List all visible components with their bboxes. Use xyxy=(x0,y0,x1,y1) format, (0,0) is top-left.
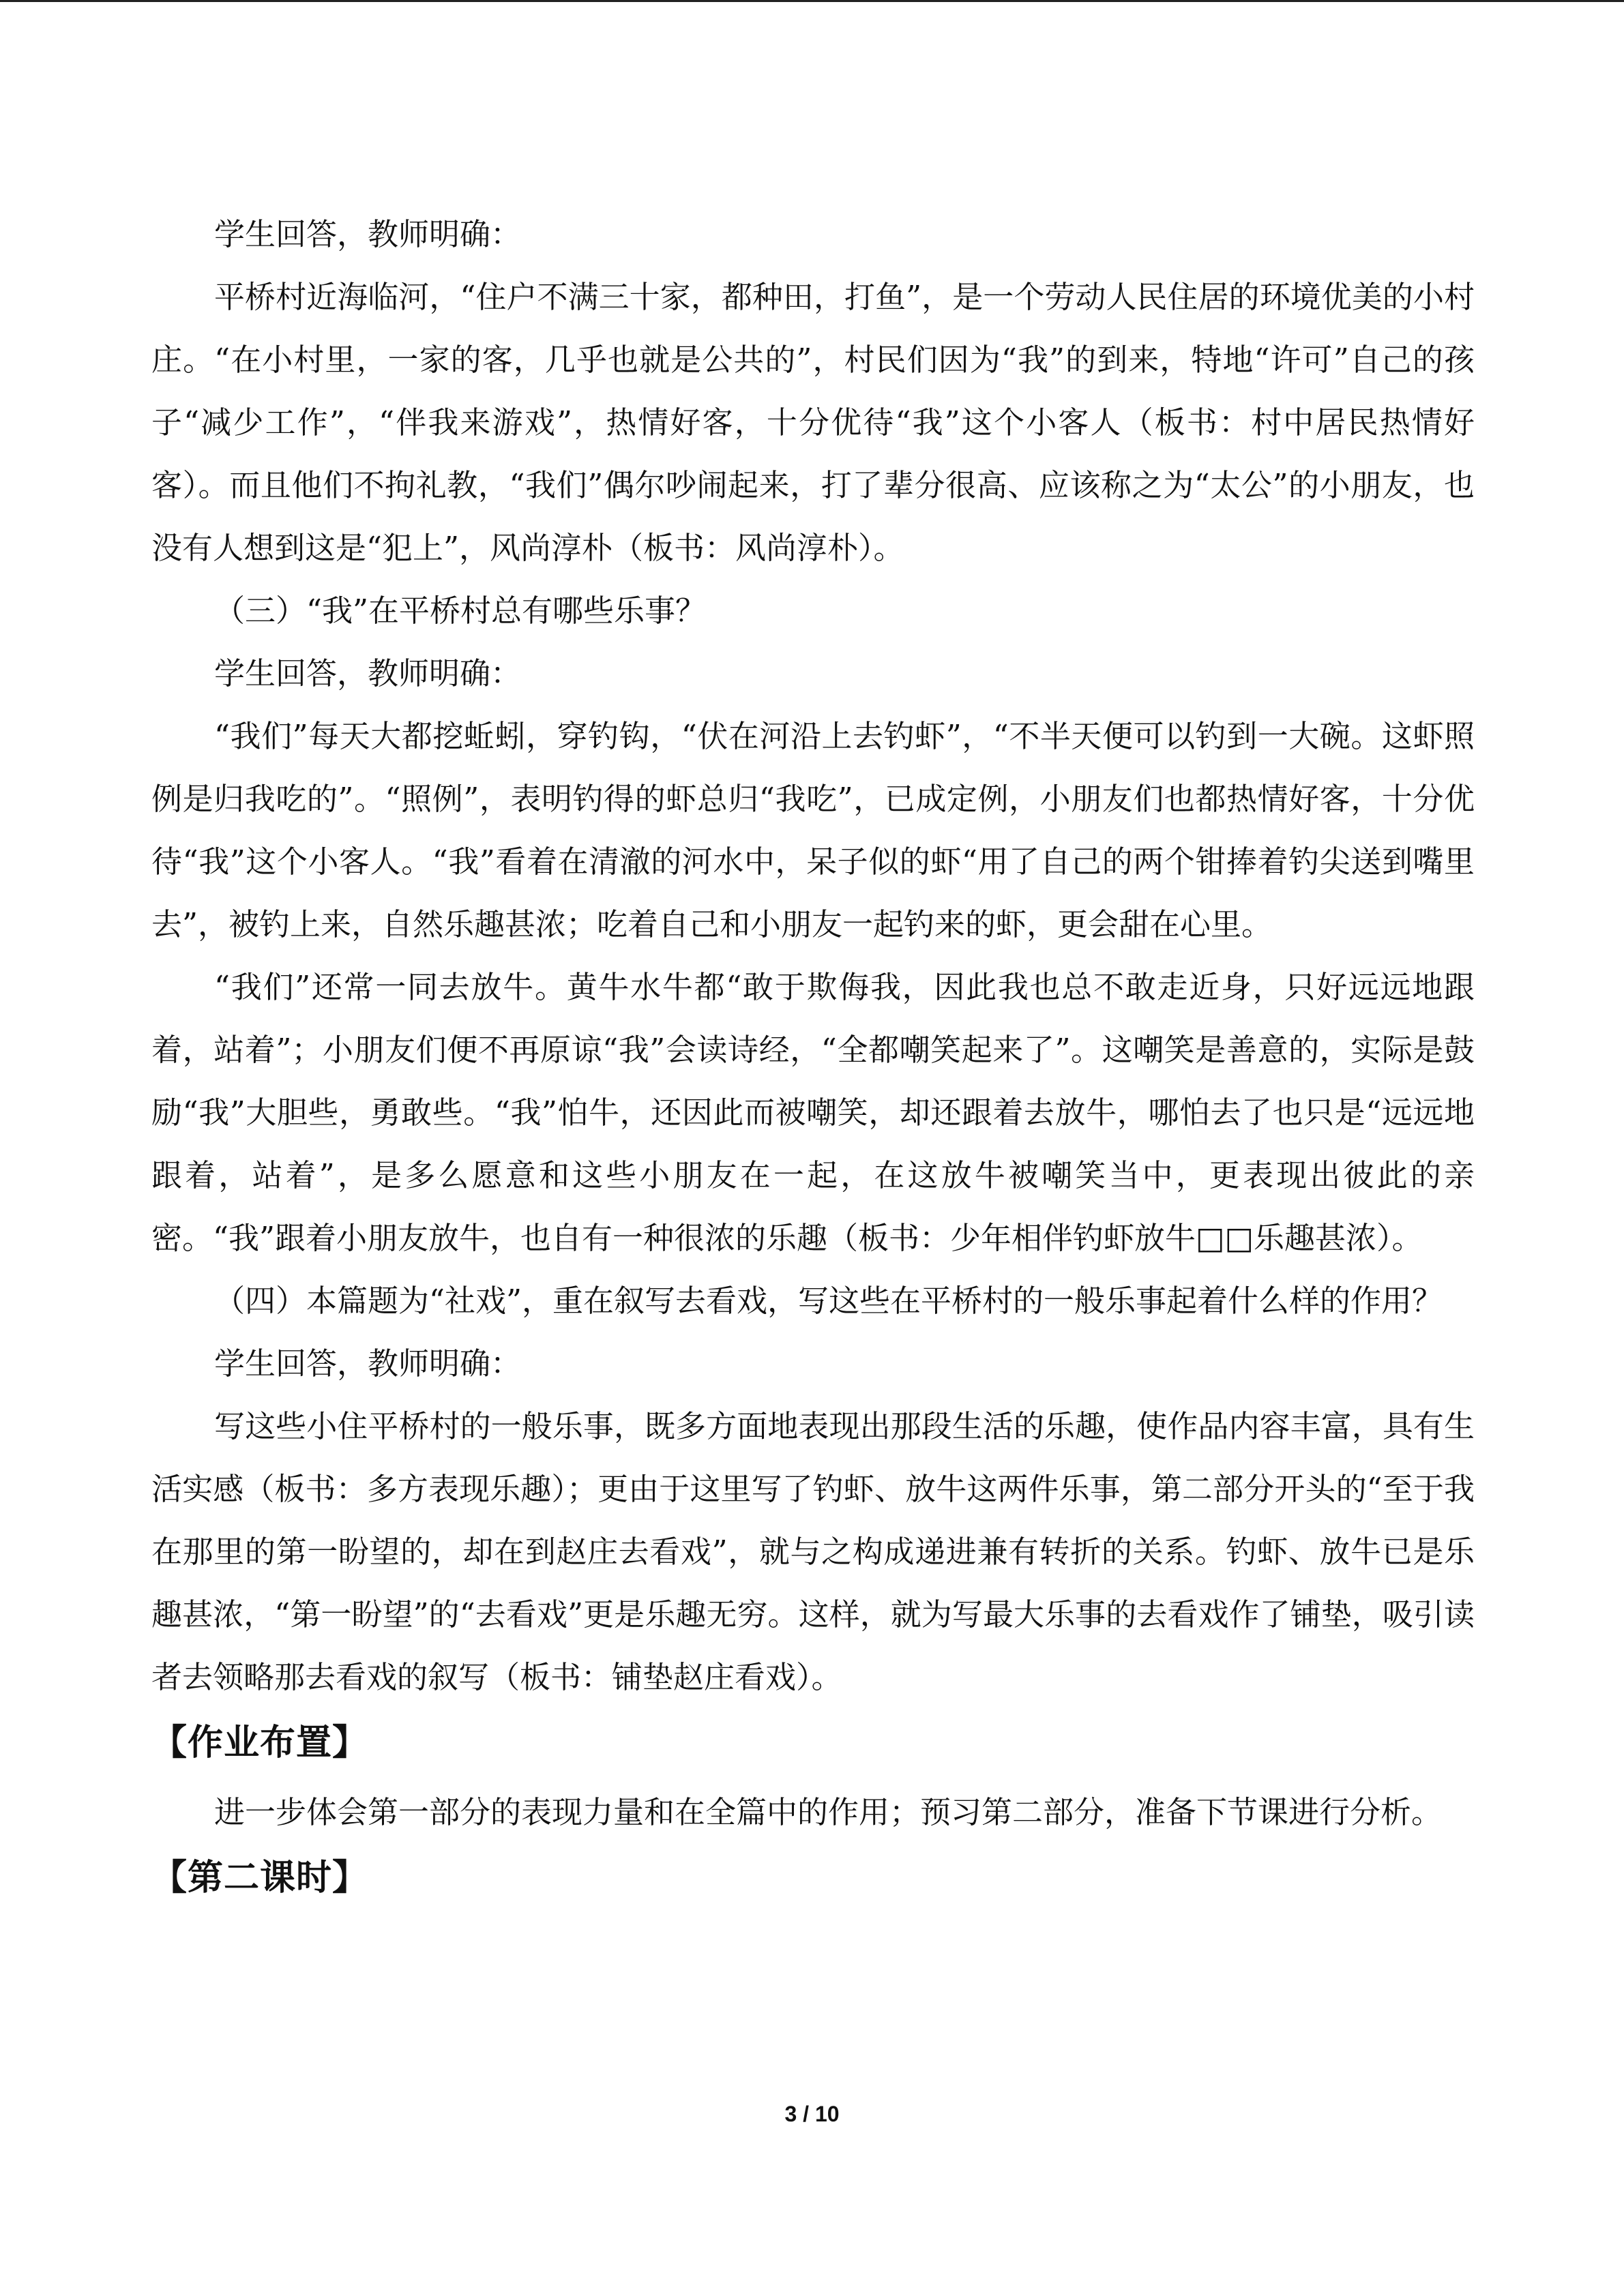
paragraph: 平桥村近海临河，“住户不满三十家，都种田，打鱼”，是一个劳动人民住居的环境优美的小村庄。“在小村里，一家的客，几乎也就是公共的”，村民们因为“我”的到来，特地“许可”自己的孩子“减少工作”，“伴我来游戏”，热情好客，十分优待“我”这个小客人（板书：村中居民热情好客）。而且他们不拘礼教，“我们”偶尔吵闹起来，打了辈分很高、应该称之为“太公”的小朋友，也没有人想到这是“犯上”，风尚淳朴（板书：风尚淳朴）。 xyxy=(151,279,1475,566)
paragraph: 学生回答，教师明确： xyxy=(214,1345,522,1382)
paragraph: 写这些小住平桥村的一般乐事，既多方面地表现出那段生活的乐趣，使作品内容丰富，具有生活实感（板书：多方表现乐趣）；更由于这里写了钓虾、放牛这两件乐事，第二部分开头的“至于我在那里的第一盼望的，却在到赵庄去看戏”，就与之构成递进兼有转折的关系。钓虾、放牛已是乐趣甚浓，“第一盼望”的“去看戏”更是乐趣无穷。这样，就为写最大乐事的去看戏作了铺垫，吸引读者去领略那去看戏的叙写（板书：铺垫赵庄看戏）。 xyxy=(151,1408,1475,1695)
paragraph: 学生回答，教师明确： xyxy=(214,655,522,691)
question-paragraph: （三）“我”在平桥村总有哪些乐事？ xyxy=(214,593,707,629)
question-paragraph: （四）本篇题为“社戏”，重在叙写去看戏，写这些在平桥村的一般乐事起着什么样的作用？ xyxy=(214,1283,1443,1319)
top-border-line xyxy=(0,0,1624,2)
section-heading-second-lesson: 【第二课时】 xyxy=(151,1858,369,1898)
page-number: 3 / 10 xyxy=(784,2102,840,2126)
paragraph: “我们”每天大都挖蚯蚓，穿钓钩，“伏在河沿上去钓虾”，“不半天便可以钓到一大碗。这虾照例是归我吃的”。“照例”，表明钓得的虾总归“我吃”，已成定例，小朋友们也都热情好客，十分优待“我”这个小客人。“我”看着在清澈的河水中，呆子似的虾“用了自己的两个钳捧着钓尖送到嘴里去”，被钓上来，自然乐趣甚浓；吃着自己和小朋友一起钓来的虾，更会甜在心里。 xyxy=(151,718,1475,942)
document-body xyxy=(151,203,1475,1900)
section-heading-homework: 【作业布置】 xyxy=(151,1723,369,1763)
homework-paragraph: 进一步体会第一部分的表现力量和在全篇中的作用；预习第二部分，准备下节课进行分析。 xyxy=(214,1794,1443,1830)
paragraph: “我们”还常一同去放牛。黄牛水牛都“敢于欺侮我，因此我也总不敢走近身，只好远远地跟着，站着”；小朋友们便不再原谅“我”会读诗经，“全都嘲笑起来了”。这嘲笑是善意的，实际是鼓励“我”大胆些，勇敢些。“我”怕牛，还因此而被嘲笑，却还跟着去放牛，哪怕去了也只是“远远地跟着，站着”，是多么愿意和这些小朋友在一起，在这放牛被嘲笑当中，更表现出彼此的亲密。“我”跟着小朋友放牛，也自有一种很浓的乐趣（板书：少年相伴钓虾放牛□□乐趣甚浓）。 xyxy=(151,969,1475,1256)
paragraph: 学生回答，教师明确： xyxy=(214,216,522,252)
